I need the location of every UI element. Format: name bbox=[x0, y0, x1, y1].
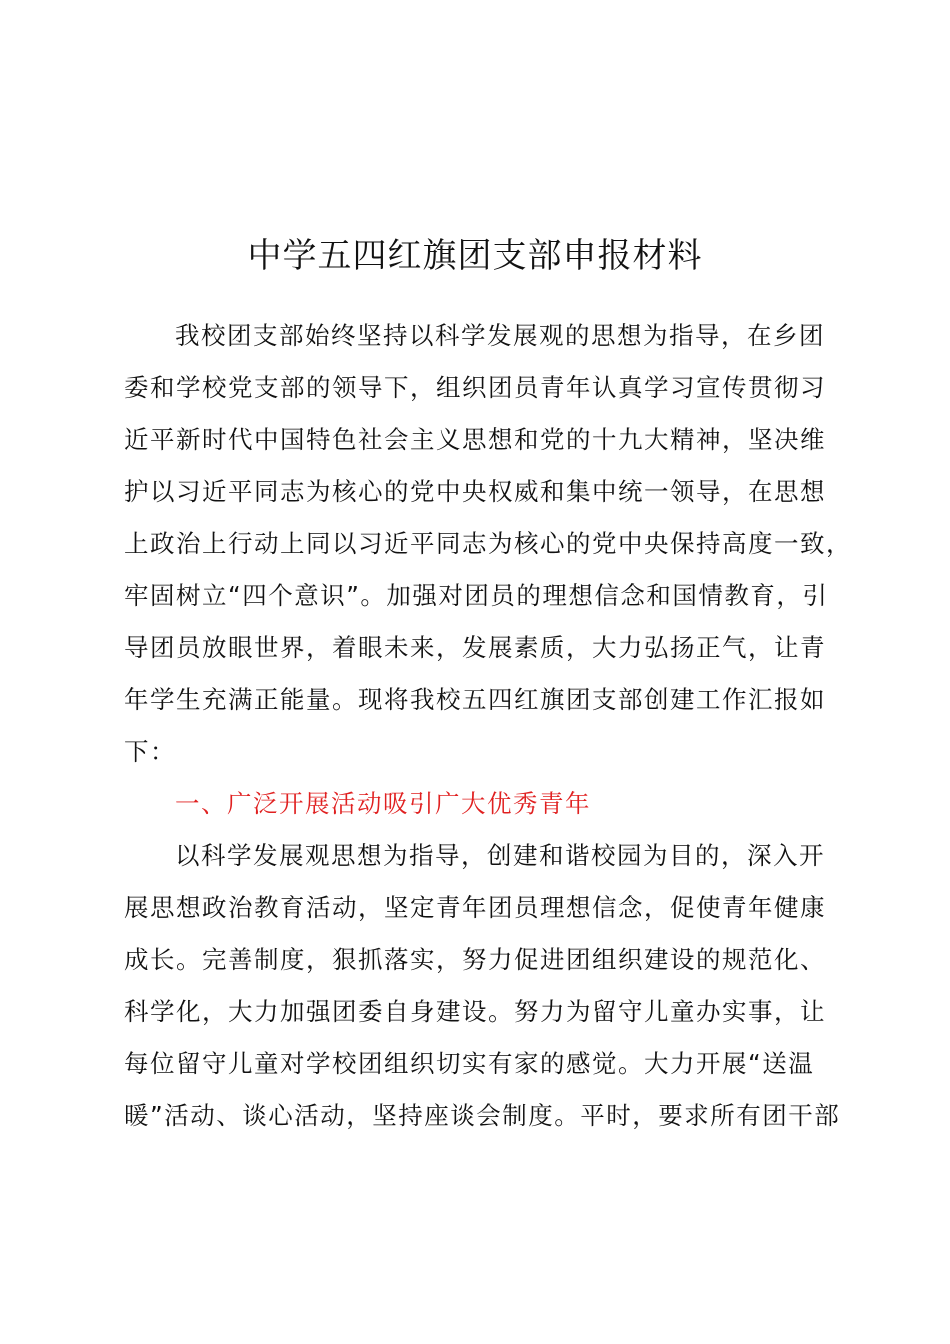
paragraph-1-line-2: 委和学校党支部的领导下，组织团员青年认真学习宣传贯彻习 bbox=[124, 373, 826, 402]
paragraph-1-line-9: 下： bbox=[124, 737, 176, 766]
paragraph-1-line-3: 近平新时代中国特色社会主义思想和党的十九大精神，坚决维 bbox=[124, 425, 826, 454]
paragraph-1-line-7: 导团员放眼世界，着眼未来，发展素质，大力弘扬正气，让青 bbox=[124, 633, 826, 662]
paragraph-1-line-4: 护以习近平同志为核心的党中央权威和集中统一领导，在思想 bbox=[124, 477, 826, 506]
paragraph-2-line-4: 科学化，大力加强团委自身建设。努力为留守儿童办实事，让 bbox=[124, 997, 826, 1026]
paragraph-2-line-5: 每位留守儿童对学校团组织切实有家的感觉。大力开展“送温 bbox=[124, 1049, 815, 1078]
paragraph-2-line-1: 以科学发展观思想为指导，创建和谐校园为目的，深入开 bbox=[175, 841, 825, 870]
paragraph-2-line-2: 展思想政治教育活动，坚定青年团员理想信念，促使青年健康 bbox=[124, 893, 826, 922]
paragraph-2-line-6: 暖”活动、谈心活动，坚持座谈会制度。平时，要求所有团干部 bbox=[124, 1101, 841, 1130]
paragraph-1-line-5: 上政治上行动上同以习近平同志为核心的党中央保持高度一致， bbox=[124, 529, 852, 558]
paragraph-1-line-8: 年学生充满正能量。现将我校五四红旗团支部创建工作汇报如 bbox=[124, 685, 826, 714]
paragraph-1-line-1: 我校团支部始终坚持以科学发展观的思想为指导，在乡团 bbox=[175, 321, 825, 350]
section-1-heading: 一、广泛开展活动吸引广大优秀青年 bbox=[175, 789, 591, 818]
paragraph-1-line-6: 牢固树立“四个意识”。加强对团员的理想信念和国情教育，引 bbox=[124, 581, 829, 610]
document-title: 中学五四红旗团支部申报材料 bbox=[247, 236, 703, 276]
paragraph-2-line-3: 成长。完善制度，狠抓落实，努力促进团组织建设的规范化、 bbox=[124, 945, 826, 974]
